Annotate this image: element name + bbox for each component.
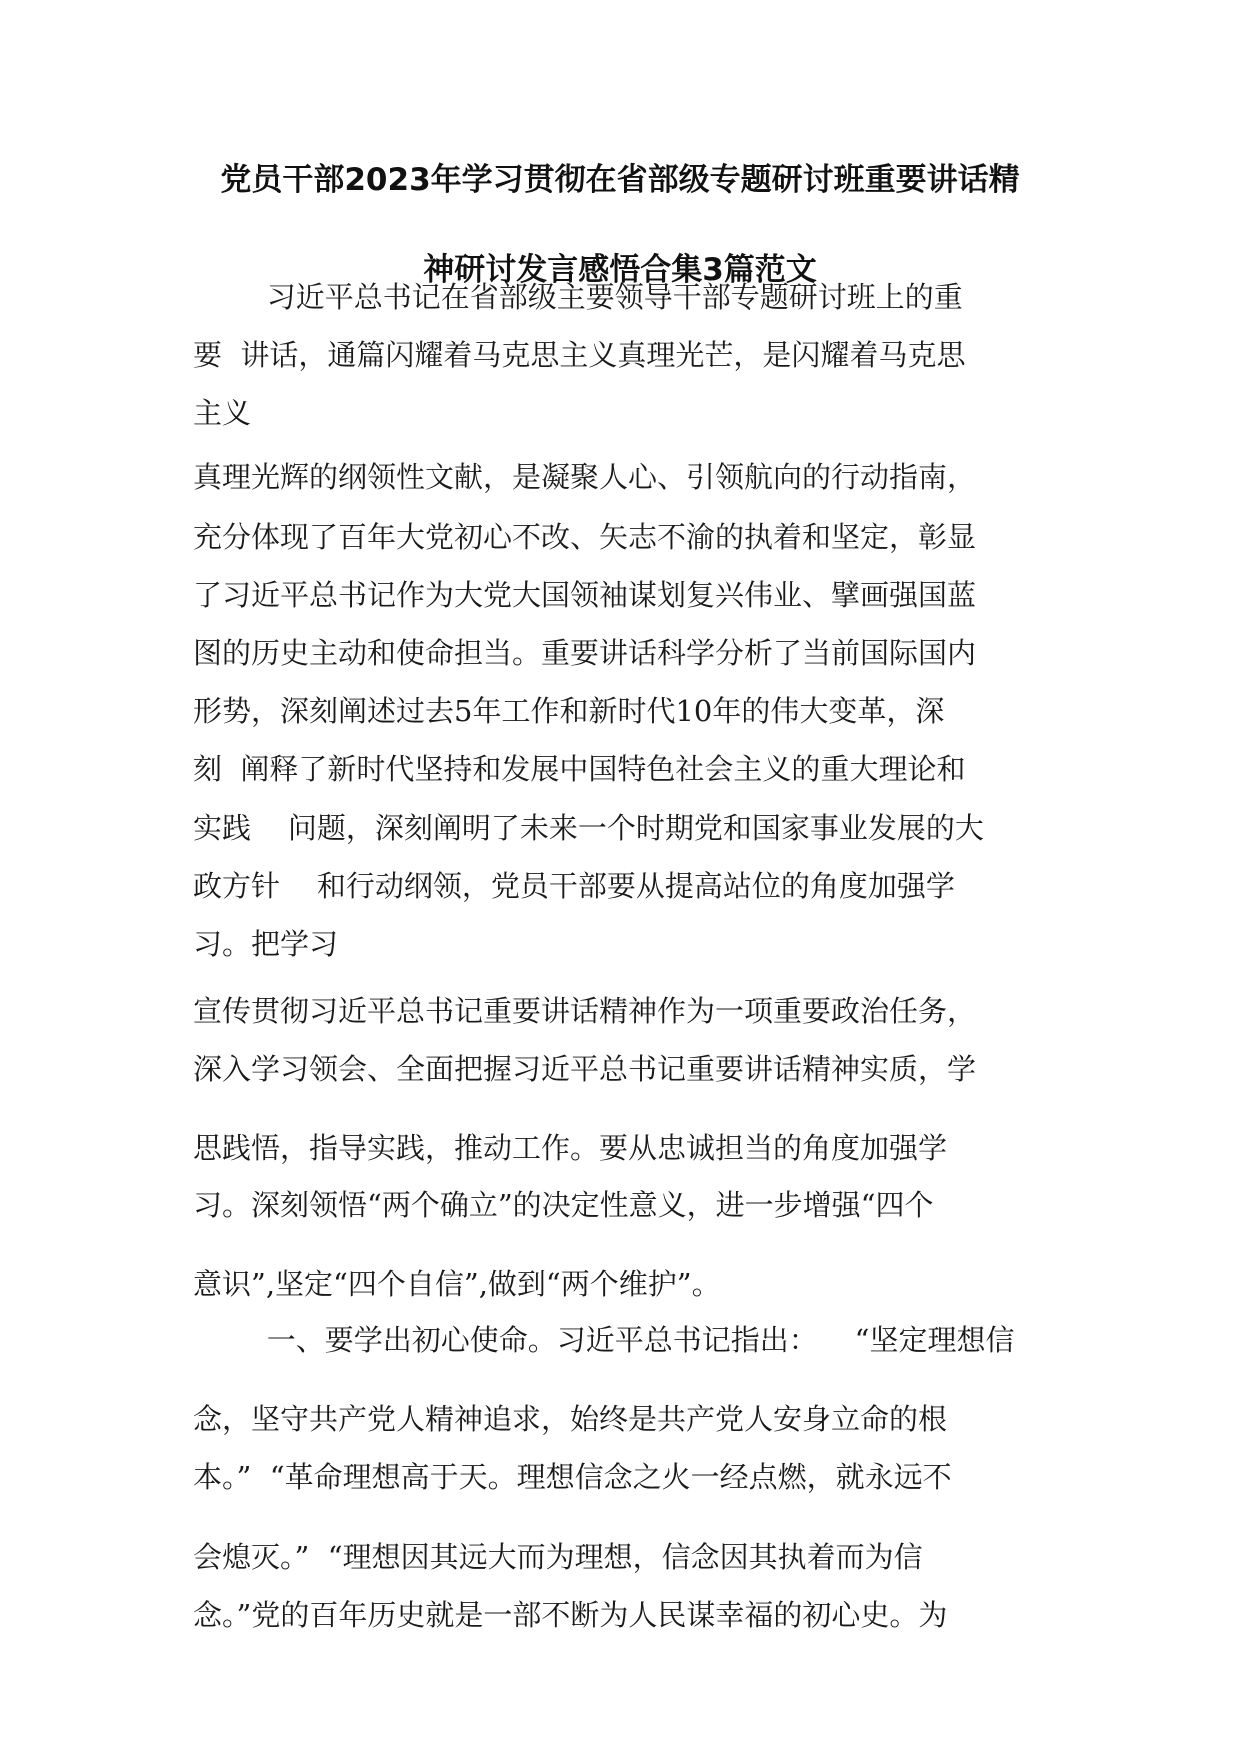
body-text-line: 要 讲话，通篇闪耀着马克思主义真理光芒，是闪耀着马克思 — [193, 338, 966, 372]
body-text-line: 习近平总书记在省部级主要领导干部专题研讨班上的重 — [193, 280, 963, 314]
body-text-line: 政方针 和行动纲领，党员干部要从提高站位的角度加强学 — [193, 869, 955, 903]
body-text-line: 本。” “革命理想高于天。理想信念之火一经点燃，就永远不 — [193, 1460, 952, 1494]
body-text-line: 习。把学习 — [193, 927, 339, 961]
body-text-line: 意识”,坚定“四个自信”,做到“两个维护”。 — [193, 1267, 721, 1301]
body-text-line: 习。深刻领悟“两个确立”的决定性意义，进一步增强“四个 — [193, 1188, 934, 1222]
body-text-line: 一、要学出初心使命。习近平总书记指出： “坚定理想信 — [193, 1323, 1015, 1357]
body-text-line: 形势，深刻阐述过去5年工作和新时代10年的伟大变革，深 — [193, 694, 945, 728]
body-text-line: 念，坚守共产党人精神追求，始终是共产党人安身立命的根 — [193, 1402, 948, 1436]
body-text-line: 了习近平总书记作为大党大国领袖谋划复兴伟业、擘画强国蓝 — [193, 578, 977, 612]
body-text-line: 图的历史主动和使命担当。重要讲话科学分析了当前国际国内 — [193, 636, 977, 670]
body-text-line: 宣传贯彻习近平总书记重要讲话精神作为一项重要政治任务， — [193, 994, 977, 1028]
body-text-line: 会熄灭。” “理想因其远大而为理想，信念因其执着而为信 — [193, 1540, 923, 1574]
body-text-line: 刻 阐释了新时代坚持和发展中国特色社会主义的重大理论和 — [193, 752, 966, 786]
body-text-line: 念。”党的百年历史就是一部不断为人民谋幸福的初心史。为 — [193, 1598, 948, 1632]
body-text-line: 思践悟，指导实践，推动工作。要从忠诚担当的角度加强学 — [193, 1131, 948, 1165]
document-title-line-2: 神研讨发言感悟合集3篇范文 — [423, 252, 817, 288]
document-title-line-1: 党员干部2023年学习贯彻在省部级专题研讨班重要讲话精 — [220, 162, 1020, 198]
body-text-line: 实践 问题，深刻阐明了未来一个时期党和国家事业发展的大 — [193, 811, 984, 845]
body-text-line: 充分体现了百年大党初心不改、矢志不渝的执着和坚定，彰显 — [193, 520, 977, 554]
body-text-line: 主义 — [193, 396, 252, 430]
body-text-line: 真理光辉的纲领性文献，是凝聚人心、引领航向的行动指南， — [193, 460, 977, 494]
body-text-line: 深入学习领会、全面把握习近平总书记重要讲话精神实质，学 — [193, 1052, 977, 1086]
